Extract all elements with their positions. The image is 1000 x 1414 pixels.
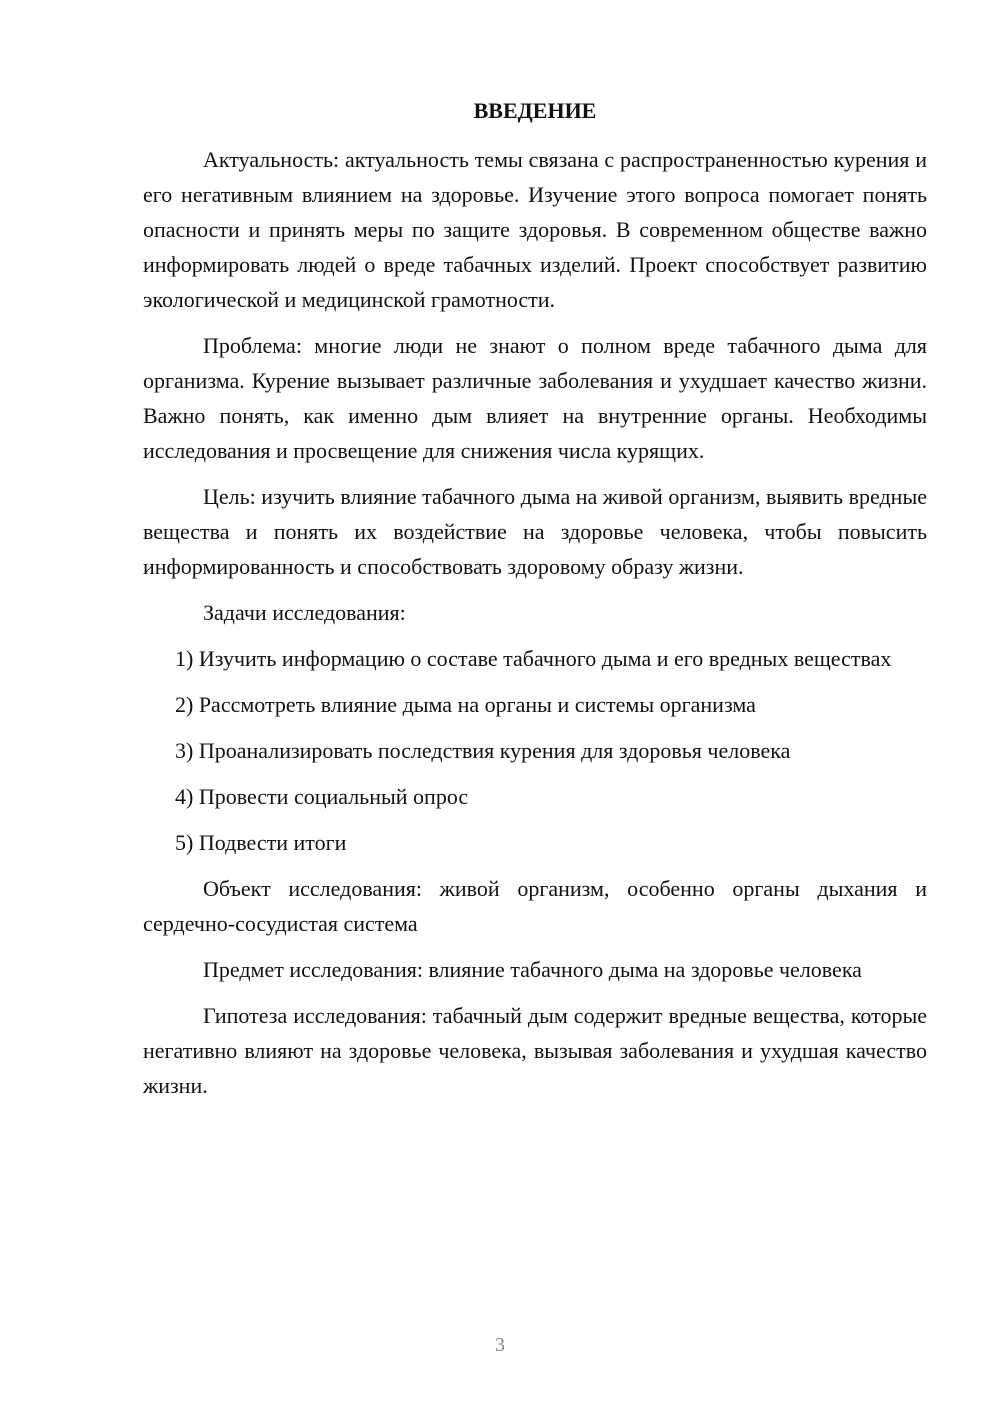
task-item-2: 2) Рассмотреть влияние дыма на органы и системы организма xyxy=(175,692,756,717)
task-item-4: 4) Провести социальный опрос xyxy=(175,784,469,809)
paragraph-subject: Предмет исследования: влияние табачного дыма на здоровье человека xyxy=(203,957,862,982)
page-title: ВВЕДЕНИЕ xyxy=(473,98,597,123)
paragraph-problem: Проблема: многие люди не знают о полном вреде табачного дыма для организма. Курение вызывает различные заболевания и ухудшает качество жизни. Важно понять, как именно дым влияет на внутренние органы. Необходимы исследования и просвещение для снижения числа курящих. xyxy=(143,333,927,463)
page-number: 3 xyxy=(495,1334,505,1356)
paragraph-hypothesis: Гипотеза исследования: табачный дым содержит вредные вещества, которые негативно влияют на здоровье человека, вызывая заболевания и ухудшая качество жизни. xyxy=(143,1003,927,1098)
paragraph-goal: Цель: изучить влияние табачного дыма на живой организм, выявить вредные вещества и понять их воздействие на здоровье человека, чтобы повысить информированность и способствовать здоровому образу жизни. xyxy=(143,484,927,579)
task-item-1: 1) Изучить информацию о составе табачного дыма и его вредных веществах xyxy=(175,646,892,671)
paragraph-relevance: Актуальность: актуальность темы связана с распространенностью курения и его негативным влиянием на здоровье. Изучение этого вопроса помогает понять опасности и принять меры по защите здоровья. В современном обществе важно информировать людей о вреде табачных изделий. Проект способствует развитию экологической и медицинской грамотности. xyxy=(143,147,927,312)
page-content xyxy=(143,94,927,1103)
paragraph-object: Объект исследования: живой организм, особенно органы дыхания и сердечно-сосудистая система xyxy=(143,876,927,936)
task-item-3: 3) Проанализировать последствия курения для здоровья человека xyxy=(175,738,791,763)
task-item-5: 5) Подвести итоги xyxy=(175,830,347,855)
paragraph-tasks-heading: Задачи исследования: xyxy=(203,600,406,625)
